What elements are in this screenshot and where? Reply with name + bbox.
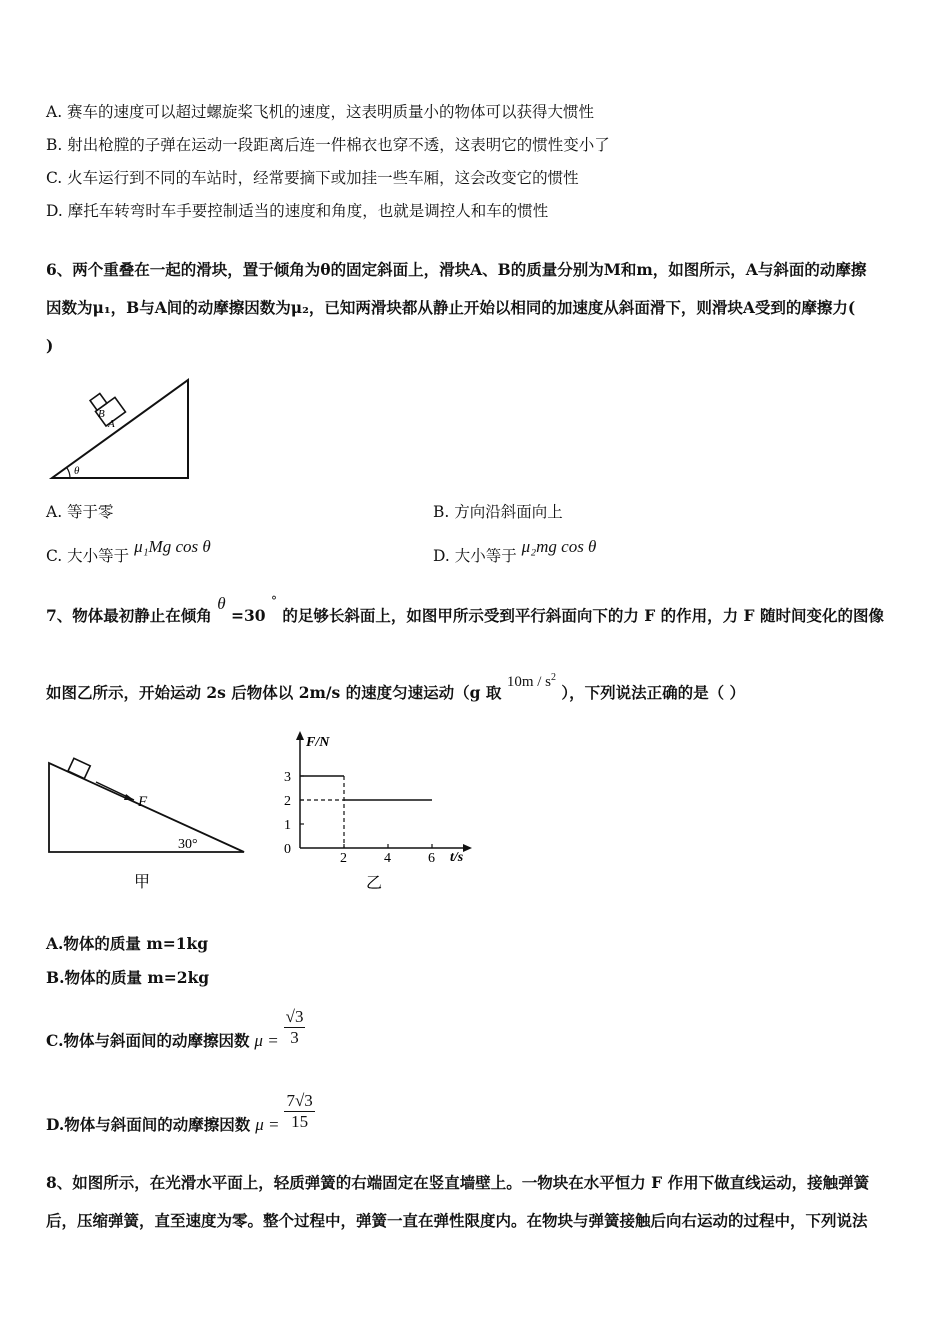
- q7-option-c-fraction: [284, 1007, 306, 1048]
- q6-option-c-label: C. 大小等于: [46, 547, 130, 565]
- caption-jia: 甲: [134, 874, 151, 891]
- q7-g-exp: 2: [551, 672, 556, 683]
- caption-yi: 乙: [366, 875, 383, 892]
- y-tick-label-2: 2: [284, 794, 291, 809]
- q5-option-d: D. 摩托车转弯时车手要控制适当的速度和角度，也就是调控人和车的惯性: [46, 202, 549, 220]
- q5-option-b: B. 射出枪膛的子弹在运动一段距离后连一件棉衣也穿不透，这表明它的惯性变小了: [46, 136, 610, 154]
- q7-g-value-text: 10m / s: [506, 674, 551, 690]
- q8-stem-line1: 8、如图所示，在光滑水平面上，轻质弹簧的右端固定在竖直墙壁上。一物块在水平恒力 F 作用下做直线运动，接触弹簧: [46, 1173, 870, 1192]
- q7-option-d: [46, 1091, 315, 1132]
- q6-option-d: [433, 537, 597, 566]
- angle-30-label: 30°: [178, 837, 198, 852]
- x-axis-arrow: [463, 844, 472, 852]
- q7-figure-yi-chart: [270, 728, 490, 898]
- q6-incline-figure: [46, 375, 196, 485]
- angle-arc: [67, 468, 70, 478]
- q7-stem-1a: 7、物体最初静止在倾角: [46, 606, 212, 625]
- q6-option-c: [46, 537, 211, 566]
- x-tick-label-6: 6: [428, 851, 435, 866]
- q7-stem-line1: [46, 594, 884, 627]
- q7-theta: θ: [217, 594, 226, 613]
- q7-option-c-numerator: √3: [285, 1007, 304, 1026]
- q7-option-d-denominator: 15: [291, 1112, 309, 1131]
- q5-option-a: A. 赛车的速度可以超过螺旋桨飞机的速度，这表明质量小的物体可以获得大惯性: [46, 103, 595, 121]
- block-jia: [68, 758, 90, 778]
- q7-option-d-fraction: [284, 1091, 314, 1132]
- q7-figure-jia: [46, 755, 256, 900]
- q7-option-c-mu: μ =: [254, 1030, 279, 1050]
- q6-option-d-label: D. 大小等于: [433, 547, 517, 565]
- q7-degree: °: [270, 594, 277, 608]
- q6-option-d-expr: μ₂mg cos θ: [521, 537, 597, 556]
- force-label: F: [138, 794, 148, 810]
- q7-stem-1c: 的足够长斜面上，如图甲所示受到平行斜面向下的力 F 的作用，力 F 随时间变化的图像: [282, 606, 884, 625]
- q5-option-c: C. 火车运行到不同的车站时，经常要摘下或加挂一些车厢，这会改变它的惯性: [46, 169, 579, 187]
- q7-option-b: B.物体的质量 m=2kg: [46, 968, 210, 987]
- origin-label: 0: [284, 842, 291, 857]
- q7-stem-line2: [46, 672, 746, 704]
- angle-theta-label: θ: [74, 465, 80, 477]
- q7-stem-1b: =30: [230, 606, 266, 625]
- q7-option-c: [46, 1007, 305, 1048]
- x-axis-label: t/s: [450, 850, 464, 865]
- y-tick-label-3: 3: [284, 770, 291, 785]
- q7-stem-2a: 如图乙所示，开始运动 2s 后物体以 2m/s 的速度匀速运动（g 取: [46, 683, 502, 702]
- q7-g-value: [507, 674, 556, 690]
- q7-option-c-denominator: 3: [290, 1028, 299, 1047]
- q7-stem-2b: ），下列说法正确的是（ ）: [561, 683, 746, 702]
- y-axis-arrow: [296, 731, 304, 740]
- q7-option-d-label: D.物体与斜面间的动摩擦因数: [46, 1114, 251, 1134]
- q6-option-c-expr: μ₁Mg cos θ: [134, 537, 211, 556]
- q6-stem-line3: ): [46, 336, 54, 355]
- q7-option-a: A.物体的质量 m=1kg: [46, 934, 209, 953]
- q8-stem-line2: 后，压缩弹簧，直至速度为零。整个过程中，弹簧一直在弹性限度内。在物块与弹簧接触后向右运动的过程中，下列说法: [46, 1211, 868, 1230]
- x-tick-label-2: 2: [340, 851, 347, 866]
- q6-stem-line2: 因数为μ₁，B与A间的动摩擦因数为μ₂，已知两滑块都从静止开始以相同的加速度从斜面滑下，则滑块A受到的摩擦力(: [46, 298, 856, 317]
- y-tick-label-1: 1: [284, 818, 291, 833]
- incline-triangle: [52, 380, 188, 478]
- block-b-label: B: [98, 408, 105, 420]
- q6-option-a: A. 等于零: [46, 503, 114, 521]
- q7-option-d-numerator: 7√3: [286, 1091, 313, 1110]
- block-a-label: A: [108, 418, 115, 430]
- q6-stem-line1: 6、两个重叠在一起的滑块，置于倾角为θ的固定斜面上，滑块A、B的质量分别为M和m，如图所示，A与斜面的动摩擦: [46, 260, 867, 279]
- force-arrowhead: [124, 794, 134, 800]
- y-axis-label: F/N: [306, 735, 330, 750]
- x-tick-label-4: 4: [384, 851, 391, 866]
- q7-option-d-mu: μ =: [255, 1114, 280, 1134]
- q7-option-c-label: C.物体与斜面间的动摩擦因数: [46, 1030, 250, 1050]
- q6-option-b: B. 方向沿斜面向上: [433, 503, 563, 521]
